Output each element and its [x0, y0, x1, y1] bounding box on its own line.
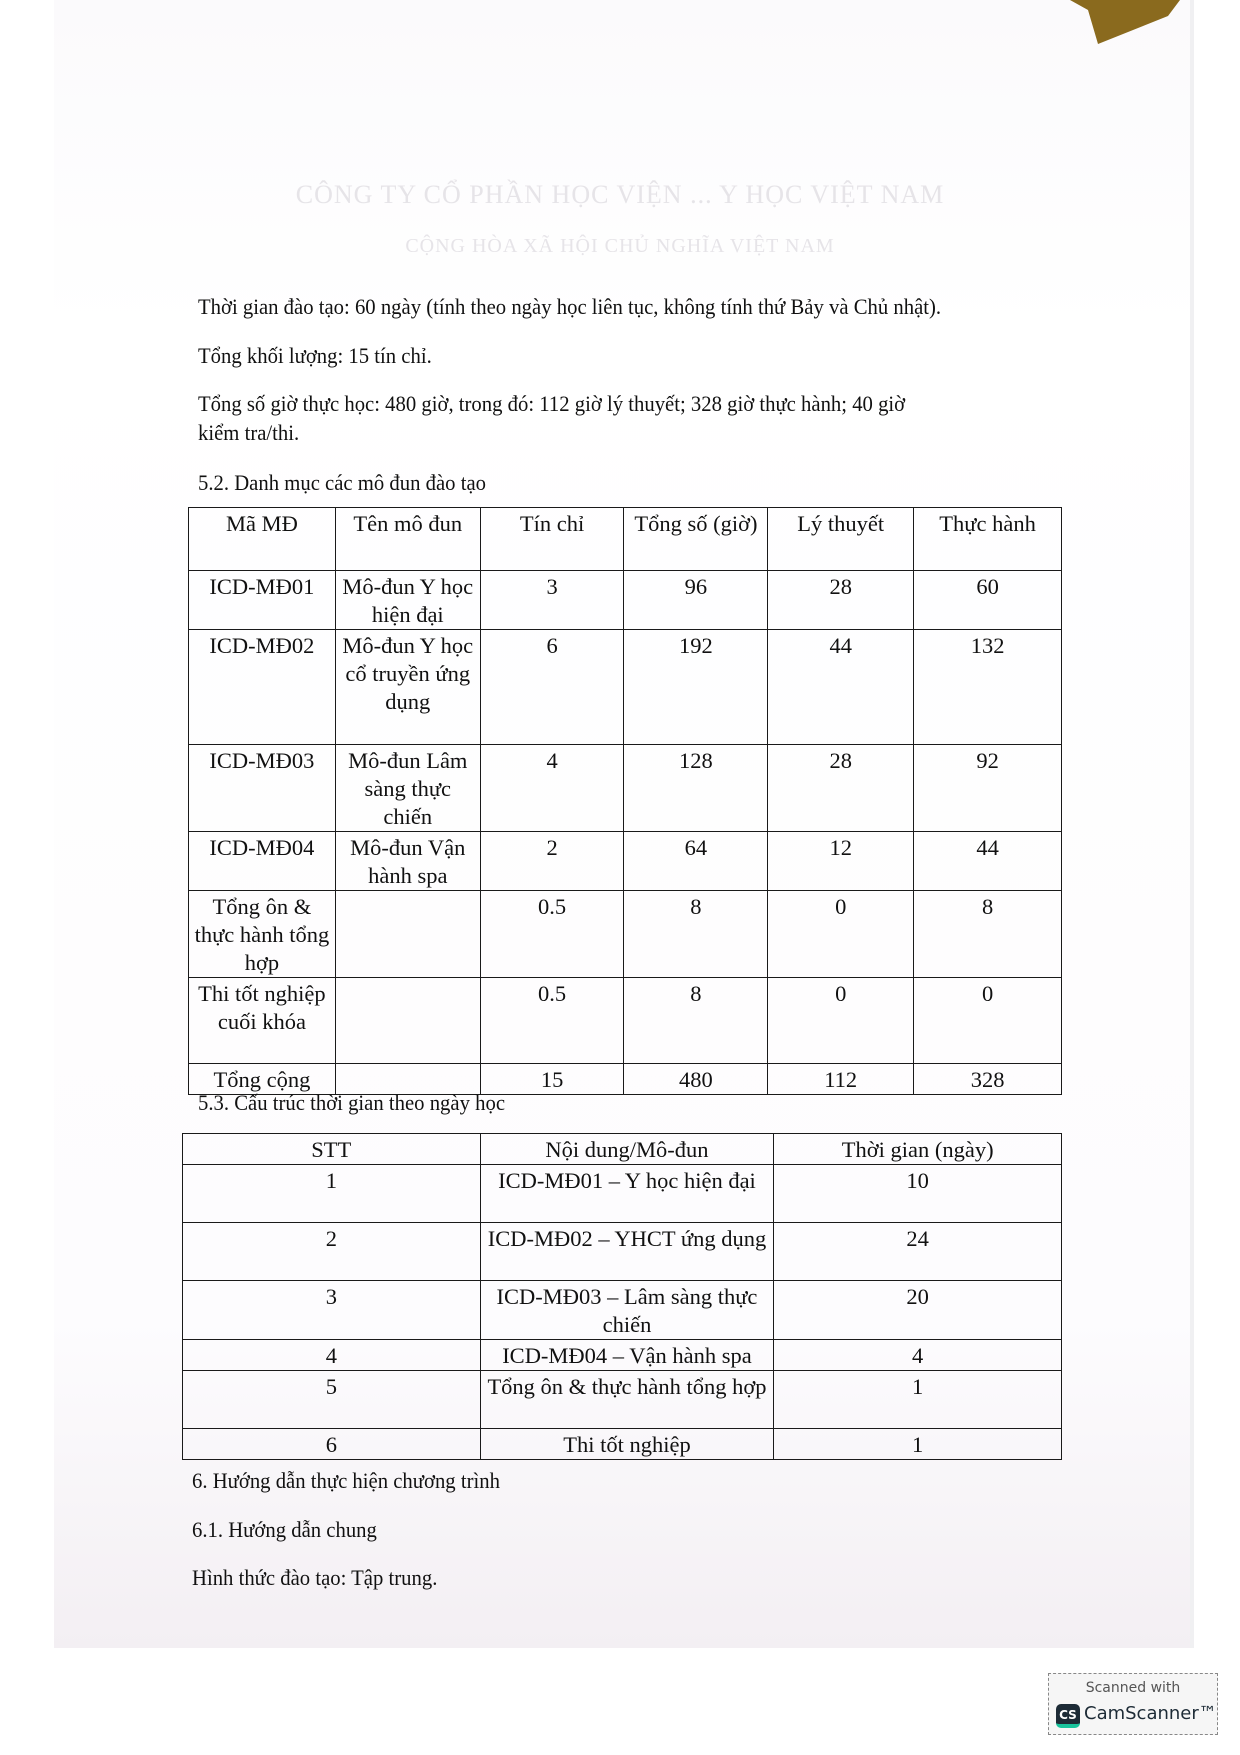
- header-content: Nội dung/Mô-đun: [480, 1134, 774, 1165]
- module-credits: 3: [480, 571, 624, 630]
- module-theory: 0: [768, 978, 914, 1064]
- module-table: [188, 507, 1062, 1095]
- section-6-title: 6. Hướng dẫn thực hiện chương trình: [192, 1468, 500, 1493]
- row-stt: 6: [183, 1429, 481, 1460]
- module-code: Thi tốt nghiệp cuối khóa: [189, 978, 336, 1064]
- section-6-1-title: 6.1. Hướng dẫn chung: [192, 1517, 377, 1542]
- total-credits: Tổng khối lượng: 15 tín chỉ.: [198, 343, 432, 368]
- badge-brand: CamScanner™: [1084, 1703, 1217, 1724]
- module-theory: 44: [768, 630, 914, 745]
- table-row: [189, 832, 1062, 891]
- total-hours-line-2: kiểm tra/thi.: [198, 420, 300, 445]
- module-code: ICD-MĐ01: [189, 571, 336, 630]
- module-name: [335, 978, 480, 1064]
- row-days: 20: [774, 1281, 1062, 1340]
- table-row: [183, 1340, 1062, 1371]
- bleed-through-header-1: CÔNG TY CỔ PHẦN HỌC VIỆN ... Y HỌC VIỆT NAM: [295, 180, 945, 209]
- schedule-table: [182, 1133, 1062, 1460]
- row-content: Thi tốt nghiệp: [480, 1429, 774, 1460]
- module-name: Mô-đun Y học hiện đại: [335, 571, 480, 630]
- section-5-2-title: 5.2. Danh mục các mô đun đào tạo: [198, 470, 487, 495]
- table-row: [189, 630, 1062, 745]
- row-content: Tổng ôn & thực hành tổng hợp: [480, 1371, 774, 1429]
- row-days: 10: [774, 1165, 1062, 1223]
- module-credits: 4: [480, 745, 624, 832]
- folded-corner-icon: [1070, 0, 1180, 48]
- header-credits: Tín chỉ: [480, 508, 624, 571]
- table-row: [183, 1223, 1062, 1281]
- module-code: ICD-MĐ03: [189, 745, 336, 832]
- module-name: Mô-đun Vận hành spa: [335, 832, 480, 891]
- total-label: Tổng cộng: [189, 1064, 336, 1095]
- header-total: Tổng số (giờ): [624, 508, 768, 571]
- table-row: [183, 1371, 1062, 1429]
- header-days: Thời gian (ngày): [774, 1134, 1062, 1165]
- row-stt: 5: [183, 1371, 481, 1429]
- row-stt: 2: [183, 1223, 481, 1281]
- module-total: 192: [624, 630, 768, 745]
- table-row: [189, 745, 1062, 832]
- module-theory: 28: [768, 571, 914, 630]
- module-theory: 12: [768, 832, 914, 891]
- camscanner-logo-icon: CS: [1056, 1704, 1080, 1728]
- module-credits: 0.5: [480, 891, 624, 978]
- module-total: 96: [624, 571, 768, 630]
- row-days: 4: [774, 1340, 1062, 1371]
- table-row: [189, 571, 1062, 630]
- module-total: 128: [624, 745, 768, 832]
- module-practice: 92: [914, 745, 1062, 832]
- module-credits: 0.5: [480, 978, 624, 1064]
- module-practice: 132: [914, 630, 1062, 745]
- schedule-table-header: [183, 1134, 1062, 1165]
- table-row: [183, 1429, 1062, 1460]
- badge-scanned-with: Scanned with: [1085, 1680, 1181, 1696]
- module-total: 64: [624, 832, 768, 891]
- module-code: ICD-MĐ04: [189, 832, 336, 891]
- row-content: ICD-MĐ02 – YHCT ứng dụng: [480, 1223, 774, 1281]
- module-name: Mô-đun Y học cổ truyền ứng dụng: [335, 630, 480, 745]
- table-row: [183, 1165, 1062, 1223]
- training-form: Hình thức đào tạo: Tập trung.: [192, 1565, 438, 1590]
- row-days: 1: [774, 1371, 1062, 1429]
- total-practice: 328: [914, 1064, 1062, 1095]
- row-stt: 1: [183, 1165, 481, 1223]
- total-hours: 480: [624, 1064, 768, 1095]
- row-content: ICD-MĐ01 – Y học hiện đại: [480, 1165, 774, 1223]
- module-practice: 8: [914, 891, 1062, 978]
- total-hours-line-1: Tổng số giờ thực học: 480 giờ, trong đó: 112 giờ lý thuyết; 328 giờ thực hành; 40 giờ: [198, 391, 906, 416]
- module-table-header: [189, 508, 1062, 571]
- module-credits: 6: [480, 630, 624, 745]
- module-practice: 44: [914, 832, 1062, 891]
- total-theory: 112: [768, 1064, 914, 1095]
- module-name: [335, 891, 480, 978]
- row-days: 24: [774, 1223, 1062, 1281]
- header-name: Tên mô đun: [335, 508, 480, 571]
- header-theory: Lý thuyết: [768, 508, 914, 571]
- header-stt: STT: [183, 1134, 481, 1165]
- row-content: ICD-MĐ04 – Vận hành spa: [480, 1340, 774, 1371]
- header-practice: Thực hành: [914, 508, 1062, 571]
- module-name: Mô-đun Lâm sàng thực chiến: [335, 745, 480, 832]
- module-theory: 28: [768, 745, 914, 832]
- module-theory: 0: [768, 891, 914, 978]
- module-code: ICD-MĐ02: [189, 630, 336, 745]
- module-total: 8: [624, 891, 768, 978]
- row-stt: 3: [183, 1281, 481, 1340]
- row-content: ICD-MĐ03 – Lâm sàng thực chiến: [480, 1281, 774, 1340]
- row-days: 1: [774, 1429, 1062, 1460]
- bleed-through-header-2: CỘNG HÒA XÃ HỘI CHỦ NGHĨA VIỆT NAM: [405, 235, 835, 257]
- module-credits: 2: [480, 832, 624, 891]
- module-practice: 0: [914, 978, 1062, 1064]
- module-total: 8: [624, 978, 768, 1064]
- module-practice: 60: [914, 571, 1062, 630]
- module-code: Tổng ôn & thực hành tổng hợp: [189, 891, 336, 978]
- training-duration: Thời gian đào tạo: 60 ngày (tính theo ngày học liên tục, không tính thứ Bảy và Chủ nhật).: [198, 294, 942, 319]
- header-code: Mã MĐ: [189, 508, 336, 571]
- section-5-3-title: 5.3. Cấu trúc thời gian theo ngày học: [198, 1090, 506, 1115]
- table-row: [189, 891, 1062, 978]
- table-row: [183, 1281, 1062, 1340]
- total-credits: 15: [480, 1064, 624, 1095]
- camscanner-badge: [1048, 1673, 1218, 1735]
- table-row: [189, 978, 1062, 1064]
- row-stt: 4: [183, 1340, 481, 1371]
